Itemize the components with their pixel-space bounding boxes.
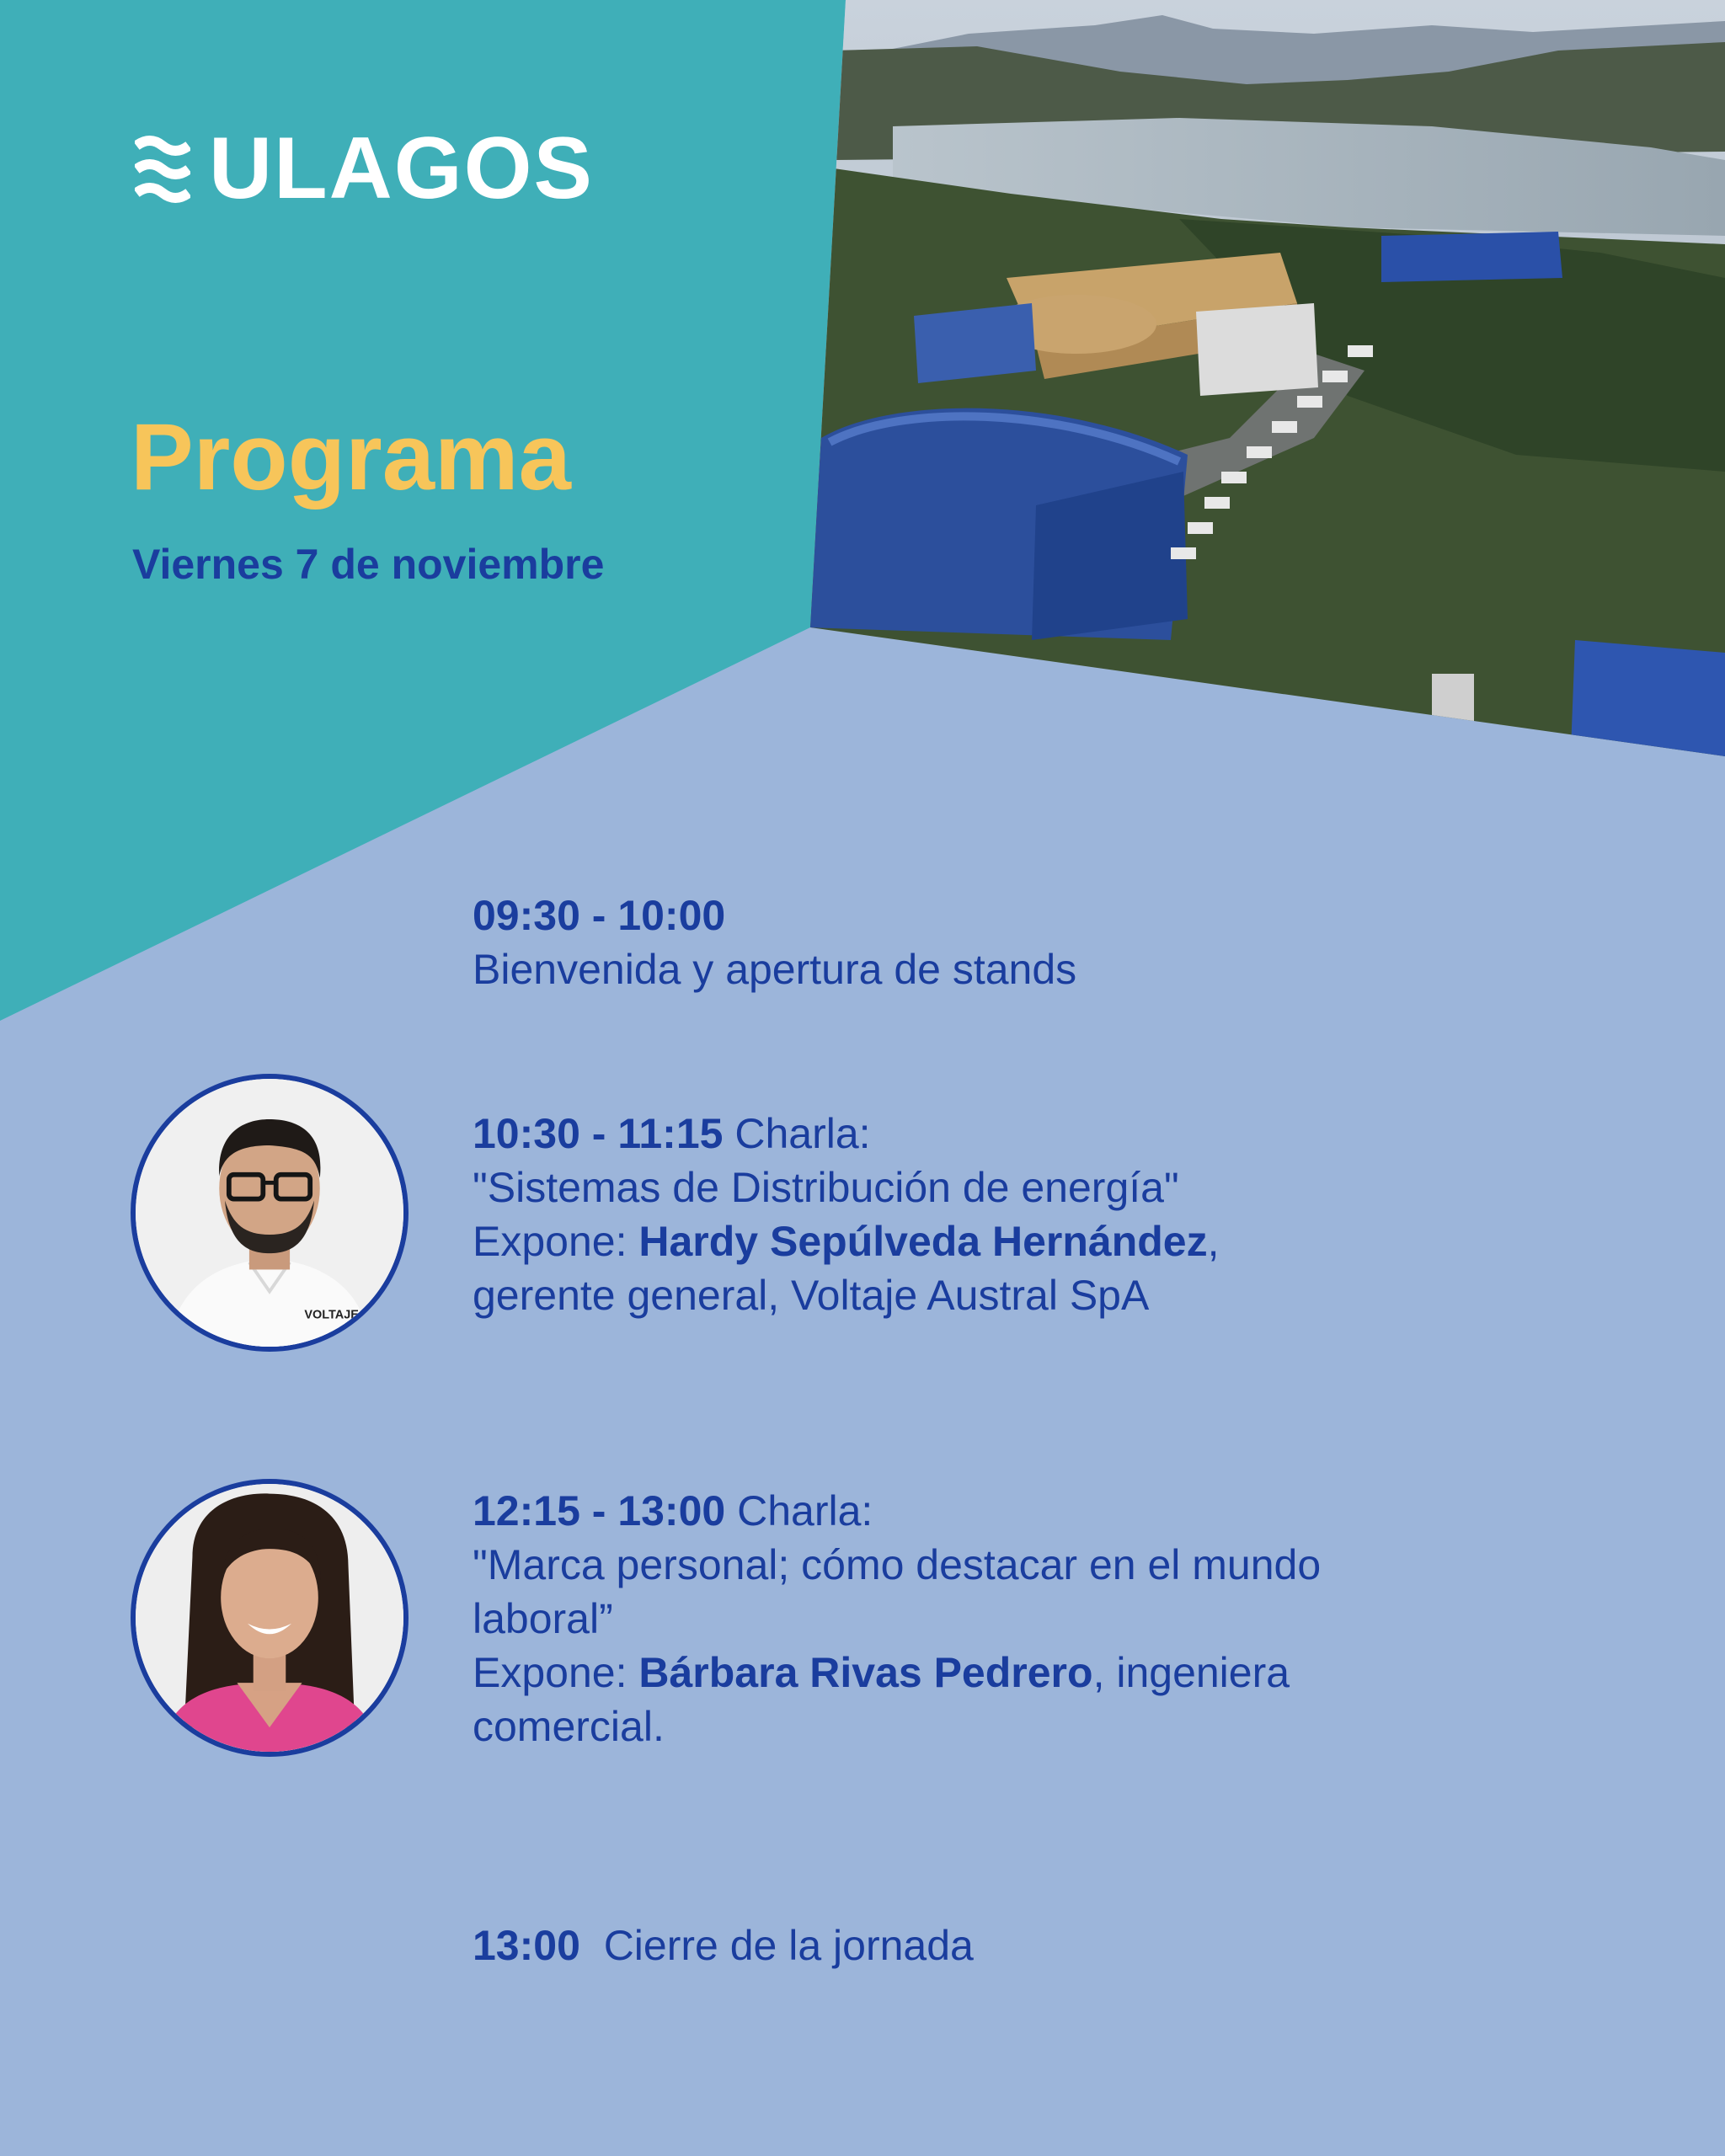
expone-label: Expone:	[473, 1218, 628, 1265]
speaker-name: Bárbara Rivas Pedrero	[638, 1649, 1093, 1696]
expone-label: Expone:	[473, 1649, 628, 1696]
ulagos-logo	[135, 120, 594, 217]
schedule-time: 12:15 - 13:00	[473, 1487, 726, 1534]
speaker-portrait	[136, 1484, 403, 1752]
speaker-role: comercial.	[473, 1703, 665, 1750]
brand-name: ULAGOS	[209, 120, 594, 217]
speaker-photo-barbara	[131, 1479, 409, 1757]
schedule-item-closing	[473, 1919, 1593, 1972]
schedule-description: Bienvenida y apertura de stands	[473, 946, 1077, 993]
waves-icon	[135, 134, 190, 203]
talk-title-line-2: laboral”	[473, 1595, 613, 1642]
speaker-role: gerente general, Voltaje Austral SpA	[473, 1272, 1150, 1319]
event-date: Viernes 7 de noviembre	[132, 541, 605, 588]
talk-title-line-1: "Marca personal; cómo destacar en el mundo	[473, 1541, 1322, 1588]
page-title: Programa	[131, 404, 571, 510]
speaker-name-suffix: ,	[1207, 1218, 1220, 1265]
schedule-time: 10:30 - 11:15	[473, 1110, 724, 1157]
schedule-item-welcome	[473, 889, 1593, 996]
talk-kind: Charla:	[734, 1110, 871, 1157]
speaker-name-suffix: , ingeniera	[1092, 1649, 1290, 1696]
schedule-time: 09:30 - 10:00	[473, 892, 726, 939]
speaker-portrait	[136, 1079, 403, 1347]
speaker-name: Hardy Sepúlveda Hernández	[638, 1218, 1208, 1265]
schedule-time: 13:00	[473, 1922, 580, 1969]
schedule-item-talk-energy	[473, 1107, 1593, 1322]
schedule-description: Cierre de la jornada	[603, 1922, 974, 1969]
talk-kind: Charla:	[737, 1487, 873, 1534]
speaker-photo-hardy	[131, 1074, 409, 1352]
talk-title: "Sistemas de Distribución de energía"	[473, 1164, 1179, 1211]
campus-aerial-photo	[792, 0, 1725, 758]
shirt-logo: VOLTAJE	[304, 1308, 359, 1322]
schedule-item-talk-personal-brand	[473, 1484, 1593, 1753]
